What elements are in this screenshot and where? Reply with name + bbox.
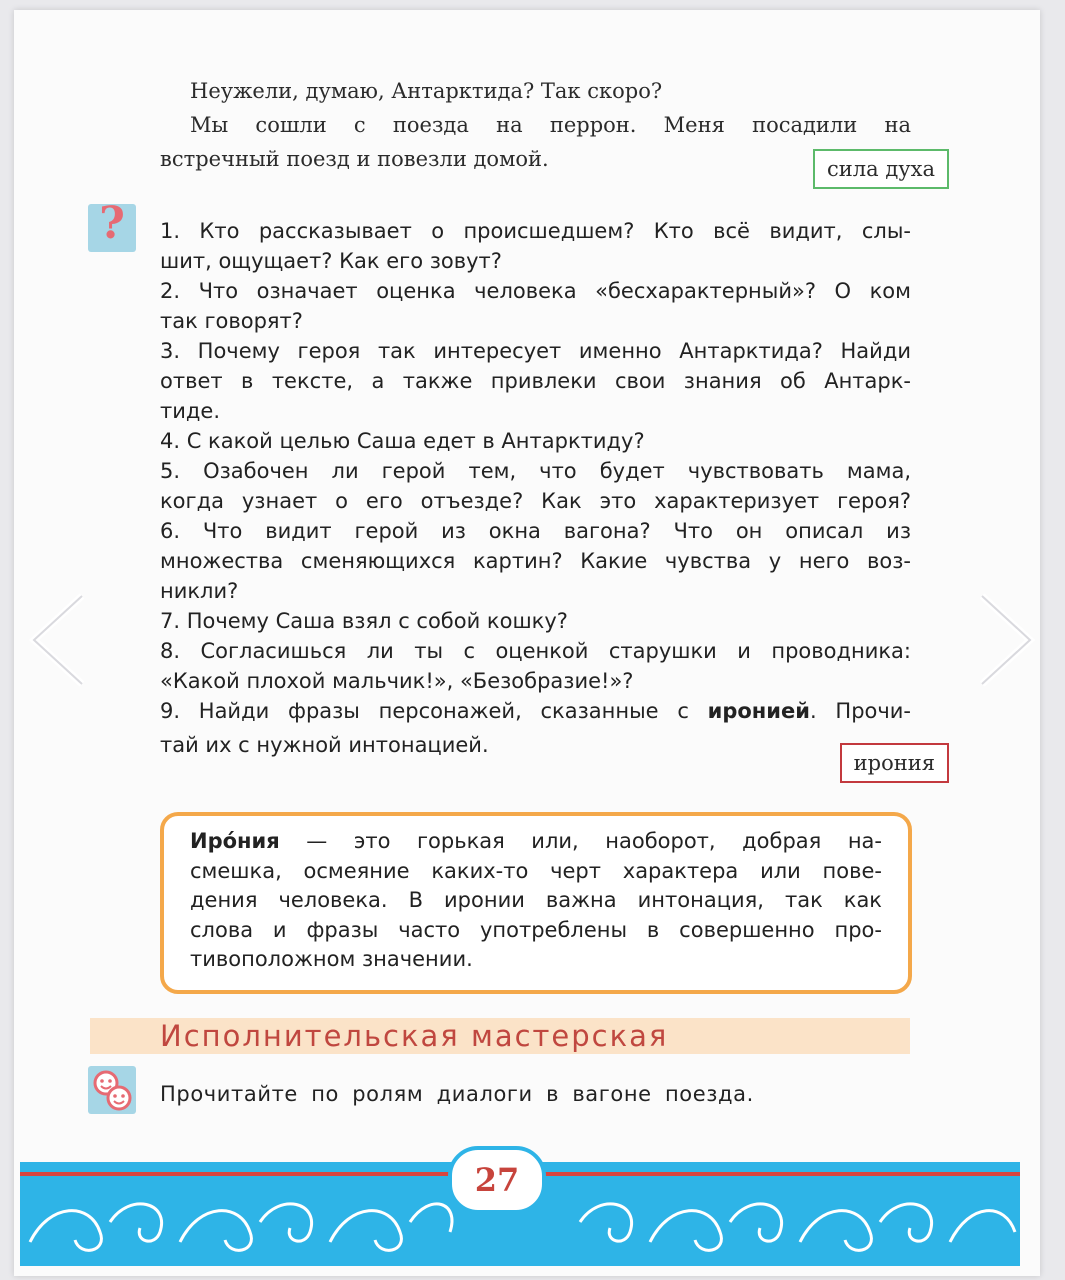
question-line: 5. Озабочен ли герой тем, что будет чувствовать мама, [160, 459, 911, 483]
definition-line: дения человека. В иронии важна интонация, так как [190, 888, 882, 912]
tag-spirit: сила духа [813, 149, 949, 189]
story-line: Мы сошли с поезда на перрон. Меня посадили на [190, 113, 911, 137]
questions-list [160, 216, 911, 760]
definition-line: смешка, осмеяние каких-то черт характера или пове- [190, 858, 882, 883]
story-line: Неужели, думаю, Антарктида? Так скоро? [190, 79, 663, 103]
instruction-text: Прочитайте по ролям диалоги в вагоне поезда. [160, 1082, 754, 1106]
page-number: 27 [474, 1161, 520, 1199]
question-icon: ? [88, 204, 136, 252]
question-line: 8. Согласишься ли ты с оценкой старушки и проводника: [160, 639, 911, 663]
question-line: тай их с нужной интонацией. [160, 733, 489, 757]
definition-line: тивоположном значении. [190, 947, 473, 971]
question-line: 1. Кто рассказывает о происшедшем? Кто всё видит, слы- [160, 219, 911, 243]
question-line: шит, ощущает? Как его зовут? [160, 249, 502, 273]
next-page-chevron-icon[interactable] [970, 590, 1040, 690]
question-line: когда узнает о его отъезде? Как это характеризует героя? [160, 489, 911, 513]
irony-definition-box [160, 812, 912, 994]
question-line: никли? [160, 579, 239, 603]
previous-page-chevron-icon[interactable] [24, 590, 94, 690]
irony-definition-text [190, 827, 882, 975]
question-line: 2. Что означает оценка человека «бесхарактерный»? О ком [160, 279, 911, 303]
question-line: ответ в тексте, а также привлеки свои знания об Антарк- [160, 369, 911, 393]
question-line: множества сменяющихся картин? Какие чувства у него воз- [160, 549, 911, 573]
definition-line: слова и фразы часто употреблены в совершенно про- [190, 917, 882, 942]
smiley-faces-icon [88, 1066, 136, 1114]
section-header [90, 1018, 910, 1054]
tag-irony: ирония [840, 743, 949, 783]
page-number-badge [448, 1146, 546, 1214]
definition-term: Иро́ния [190, 829, 280, 853]
irony-term-bold: иронией [707, 699, 810, 723]
question-line: 9. Найди фразы персонажей, сказанные с иронией. Прочи- [160, 699, 911, 723]
story-line: встречный поезд и повезли домой. [160, 147, 549, 171]
section-title: Исполнительская мастерская [160, 1019, 669, 1053]
definition-line: Иро́ния — это горькая или, наоборот, добрая на- [190, 829, 882, 853]
question-line: «Какой плохой мальчик!», «Безобразие!»? [160, 669, 634, 693]
question-line: 6. Что видит герой из окна вагона? Что он описал из [160, 519, 911, 543]
question-line: тиде. [160, 399, 220, 423]
question-line: 3. Почему героя так интересует именно Антарктида? Найди [160, 339, 911, 363]
question-line: 4. С какой целью Саша едет в Антарктиду? [160, 429, 645, 453]
question-line: так говорят? [160, 309, 303, 333]
story-excerpt [160, 74, 911, 176]
question-line: 7. Почему Саша взял с собой кошку? [160, 609, 568, 633]
